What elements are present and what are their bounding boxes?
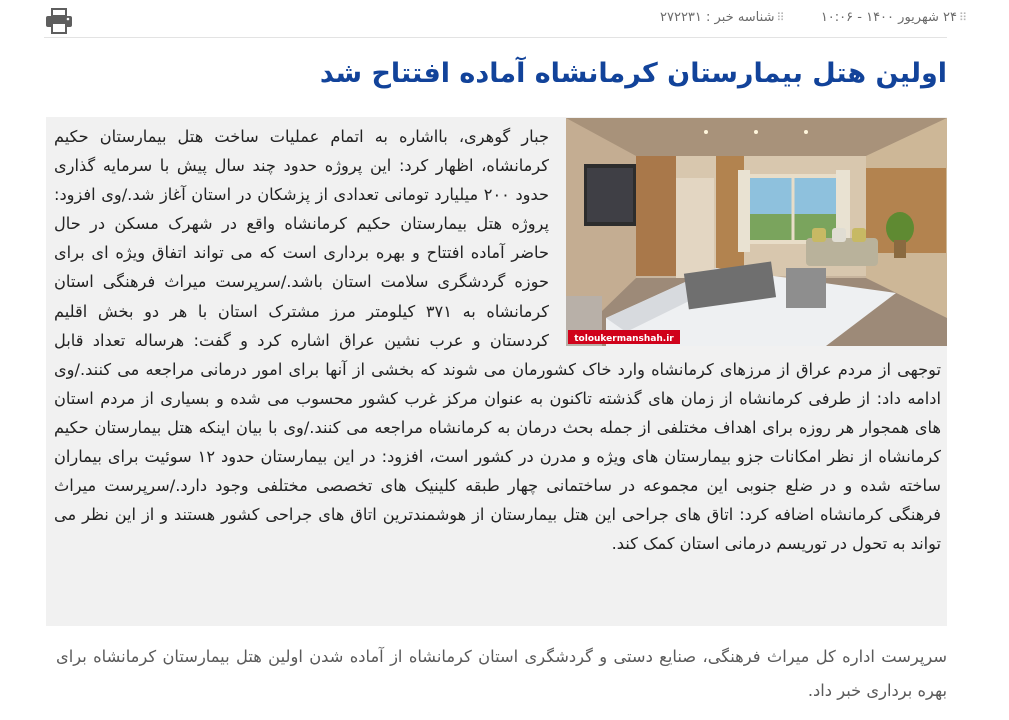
news-id: ۲۷۲۲۳۱ — [660, 10, 702, 25]
printer-icon — [44, 8, 74, 34]
publish-date: ۲۴ شهریور ۱۴۰۰ - ۱۰:۰۶ — [820, 10, 957, 25]
article-body-paragraph — [54, 122, 941, 558]
article-toolbar — [0, 0, 1009, 38]
article-meta — [660, 10, 969, 25]
print-button[interactable] — [44, 8, 74, 34]
news-id-label: شناسه خبر : — [706, 10, 775, 25]
article-body-text: جبار گوهری، بااشاره به اتمام عملیات ساخت هتل بیمارستان حکیم کرمانشاه، اظهار کرد: این پروژه حدود چند سال پیش با سرمایه گذاری حدود ۲۰۰ میلیارد تومانی تعدادی از پزشکان در استان آغاز شد./وی افزود: پروژه هتل بیمارستان حکیم کرمانشاه واقع در شهرک مسکن در حال حاضر آماده افتتاح و بهره برداری است که می تواند اتفاق ویژه ای برای حوزه گردشگری سلامت استان باشد./سرپرست میراث فرهنگی استان کرمانشاه به ۳۷۱ کیلومتر مرز مشترک استان با هر دو بخش اقلیم کردستان و عرب نشین عراق اشاره کرد و گفت: هرساله تعداد قابل توجهی از مردم عراق از مرزهای کرمانشاه وارد خاک کشورمان می شوند که بخشی از آنها برای امور درمانی مراجعه می کنند./وی ادامه داد: از طرفی کرمانشاه از زمان های گذشته تاکنون به عنوان مرکز غرب کشور محسوب می شده و بسیاری از مردم استان های همجوار هر روزه برای اهداف مختلفی از جمله بحث درمان به کرمانشاه مراجعه می کنند./وی با بیان اینکه هتل بیمارستان حکیم کرمانشاه از نظر امکانات جزو بیمارستان های ویژه و مدرن در کشور است، افزود: در این بیمارستان حدود ۱۲ سوئیت برای بیماران ساخته شده و در ضلع جنوبی این مجموعه در ساختمانی چهار طبقه کلینیک های تخصصی مختلفی وجود دارد./سرپرست میراث فرهنگی کرمانشاه اضافه کرد: اتاق های جراحی این هتل بیمارستان از هوشمندترین اتاق های جراحی کشور هستند و از این نظر می تواند به تحول در توریسم درمانی استان کمک کند. — [54, 127, 942, 554]
article-summary: سرپرست اداره کل میراث فرهنگی، صنایع دستی و گردشگری استان کرمانشاه از آماده شدن اولین هتل بیمارستان کرمانشاه برای بهره برداری خبر داد. — [56, 647, 947, 700]
dots-icon: ⠿ — [958, 11, 965, 24]
article-headline: اولین هتل بیمارستان کرمانشاه آماده افتتاح شد — [319, 58, 947, 89]
dots-icon: ⠿ — [776, 11, 783, 24]
watermark-text: toloukermanshah.ir — [574, 334, 674, 344]
divider — [44, 37, 947, 38]
